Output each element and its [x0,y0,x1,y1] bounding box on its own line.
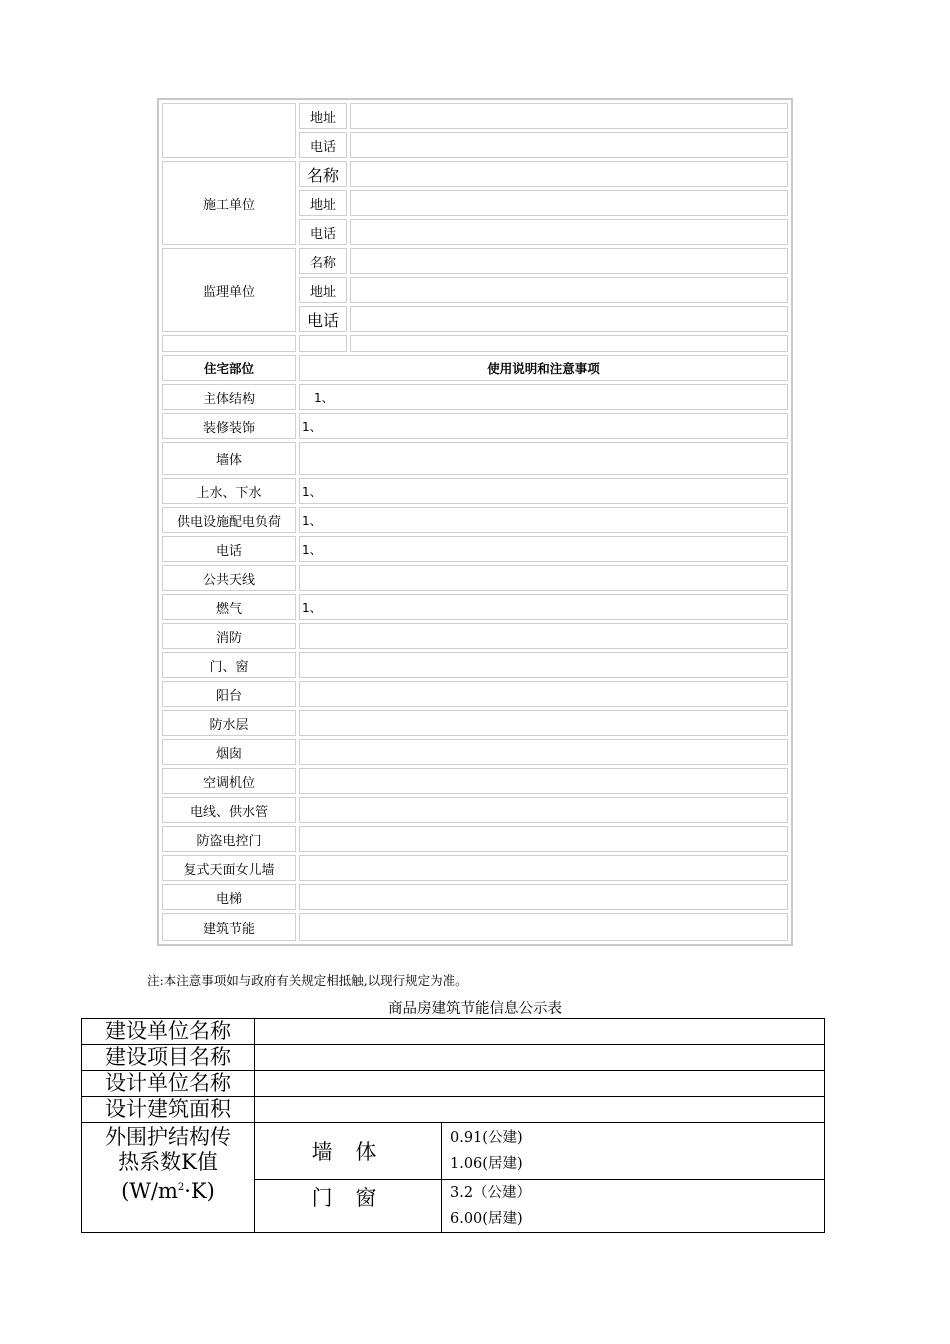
part-note [299,826,788,852]
k-label-line2: 热系数K值 [118,1150,218,1174]
part-name: 主体结构 [162,384,296,410]
window-value-public: 3.2（公建） [450,1185,532,1201]
part-note: 1、 [299,594,788,620]
part-note: 1、 [299,413,788,439]
header-part: 住宅部位 [162,355,296,381]
value-cell [350,277,788,303]
label-project-name: 建设项目名称 [82,1045,255,1071]
part-note [299,681,788,707]
footnote: 注:本注意事项如与政府有关规定相抵触,以现行规定为准。 [147,973,468,988]
part-name: 供电设施配电负荷 [162,507,296,533]
wall-values [442,1123,825,1180]
value-cell [350,190,788,216]
wall-value-residential: 1.06(居建) [450,1156,523,1172]
energy-table-title: 商品房建筑节能信息公示表 [388,1001,562,1017]
sub-label-address: 地址 [299,190,347,216]
sub-label-phone: 电话 [299,219,347,245]
value-cell [350,248,788,274]
group-cell-blank [162,103,296,158]
sub-label-phone: 电话 [299,132,347,158]
part-name: 上水、下水 [162,478,296,504]
value-cell [255,1071,825,1097]
part-name: 装修装饰 [162,413,296,439]
label-builder-name: 建设单位名称 [82,1019,255,1045]
usage-notes-table [157,98,793,946]
window-values [442,1180,825,1233]
part-note: 1、 [299,478,788,504]
part-name: 电线、供水管 [162,797,296,823]
value-cell [350,132,788,158]
k-label-line1: 外围护结构传 [105,1125,231,1149]
part-name: 建筑节能 [162,913,296,941]
part-name: 消防 [162,623,296,649]
part-name: 防水层 [162,710,296,736]
value-cell [255,1097,825,1123]
sub-label-phone: 电话 [299,306,347,332]
part-name: 燃气 [162,594,296,620]
label-k-value [82,1123,255,1233]
part-note [299,652,788,678]
part-name: 防盗电控门 [162,826,296,852]
value-cell [255,1045,825,1071]
value-cell [350,306,788,332]
window-value-residential: 6.00(居建) [450,1211,523,1227]
sub-label-name: 名称 [299,248,347,274]
part-name: 空调机位 [162,768,296,794]
value-cell [350,219,788,245]
part-name: 阳台 [162,681,296,707]
part-note [299,797,788,823]
value-cell [350,161,788,187]
part-note [299,855,788,881]
label-design-unit: 设计单位名称 [82,1071,255,1097]
part-name: 门、窗 [162,652,296,678]
part-note [299,768,788,794]
part-note [299,913,788,941]
value-cell [350,103,788,129]
group-label-supervision: 监理单位 [162,248,296,332]
value-cell [255,1019,825,1045]
k-unit: $(W/m^2\cdot K)$ [121,1179,215,1203]
empty-cell [162,335,296,352]
part-name: 复式天面女儿墙 [162,855,296,881]
part-name: 烟囱 [162,739,296,765]
label-design-area: 设计建筑面积 [82,1097,255,1123]
sub-label-name: 名称 [299,161,347,187]
part-note: 1、 [299,384,788,410]
part-name: 墙体 [162,442,296,475]
part-note [299,884,788,910]
sub-label-address: 地址 [299,103,347,129]
window-label: 门 窗 [255,1180,442,1233]
energy-info-table [81,1018,825,1233]
part-note [299,565,788,591]
empty-cell [350,335,788,352]
header-instructions: 使用说明和注意事项 [299,355,788,381]
group-label-construction: 施工单位 [162,161,296,245]
empty-cell [299,335,347,352]
part-note: 1、 [299,536,788,562]
wall-value-public: 0.91(公建) [450,1130,523,1146]
part-name: 电话 [162,536,296,562]
part-note [299,442,788,475]
part-note: 1、 [299,507,788,533]
part-note [299,710,788,736]
wall-label: 墙 体 [255,1123,442,1180]
sub-label-address: 地址 [299,277,347,303]
part-name: 电梯 [162,884,296,910]
part-note [299,739,788,765]
part-note [299,623,788,649]
part-name: 公共天线 [162,565,296,591]
